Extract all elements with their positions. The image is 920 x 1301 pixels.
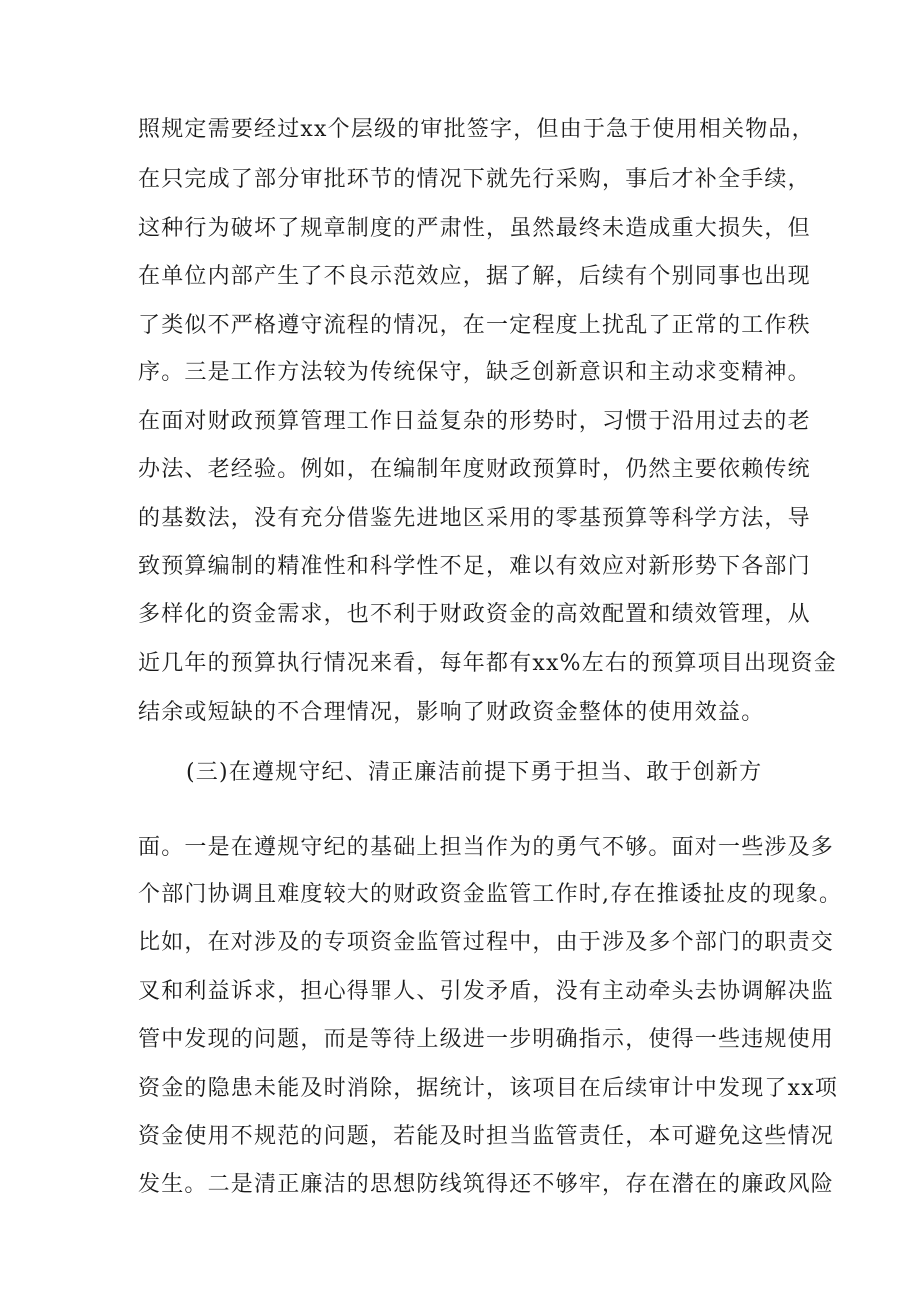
text-line: 管中发现的问题，而是等待上级进一步明确指示，使得一些违规使用 bbox=[138, 1027, 835, 1052]
text-line: 发生。二是清正廉洁的思想防线筑得还不够牢，存在潜在的廉政风险 bbox=[138, 1172, 835, 1197]
text-line: 了类似不严格遵守流程的情况，在一定程度上扰乱了正常的工作秩 bbox=[138, 313, 811, 338]
text-line: 在单位内部产生了不良示范效应，据了解，后续有个别同事也出现 bbox=[138, 264, 811, 289]
text-line: 个部门协调且难度较大的财政资金监管工作时,存在推诿扯皮的现象。 bbox=[138, 882, 843, 907]
text-line: 致预算编制的精准性和科学性不足，难以有效应对新形势下各部门 bbox=[138, 554, 811, 579]
section-heading: (三)在遵规守纪、清正廉洁前提下勇于担当、敢于创新方 bbox=[186, 760, 763, 785]
text-line: 近几年的预算执行情况来看，每年都有xx%左右的预算项目出现资金 bbox=[138, 651, 837, 676]
text-line: 多样化的资金需求，也不利于财政资金的高效配置和绩效管理，从 bbox=[138, 602, 811, 627]
text-line: 这种行为破坏了规章制度的严肃性，虽然最终未造成重大损失，但 bbox=[138, 216, 811, 241]
text-line: 资金使用不规范的问题，若能及时担当监管责任，本可避免这些情况 bbox=[138, 1124, 835, 1149]
text-line: 面。一是在遵规守纪的基础上担当作为的勇气不够。面对一些涉及多 bbox=[138, 835, 835, 860]
text-line: 照规定需要经过xx个层级的审批签字，但由于急于使用相关物品， bbox=[138, 117, 815, 142]
text-line: 办法、老经验。例如，在编制年度财政预算时，仍然主要依赖传统 bbox=[138, 457, 811, 482]
text-line: 资金的隐患未能及时消除，据统计，该项目在后续审计中发现了xx项 bbox=[138, 1076, 839, 1101]
text-line: 比如，在对涉及的专项资金监管过程中，由于涉及多个部门的职责交 bbox=[138, 930, 835, 955]
text-line: 序。三是工作方法较为传统保守，缺乏创新意识和主动求变精神。 bbox=[138, 360, 811, 385]
text-line: 的基数法，没有充分借鉴先进地区采用的零基预算等科学方法，导 bbox=[138, 506, 811, 531]
text-line: 在面对财政预算管理工作日益复杂的形势时，习惯于沿用过去的老 bbox=[138, 409, 811, 434]
text-line: 在只完成了部分审批环节的情况下就先行采购，事后才补全手续， bbox=[138, 167, 811, 192]
text-line: 结余或短缺的不合理情况，影响了财政资金整体的使用效益。 bbox=[138, 700, 765, 725]
text-line: 叉和利益诉求，担心得罪人、引发矛盾，没有主动牵头去协调解决监 bbox=[138, 979, 835, 1004]
